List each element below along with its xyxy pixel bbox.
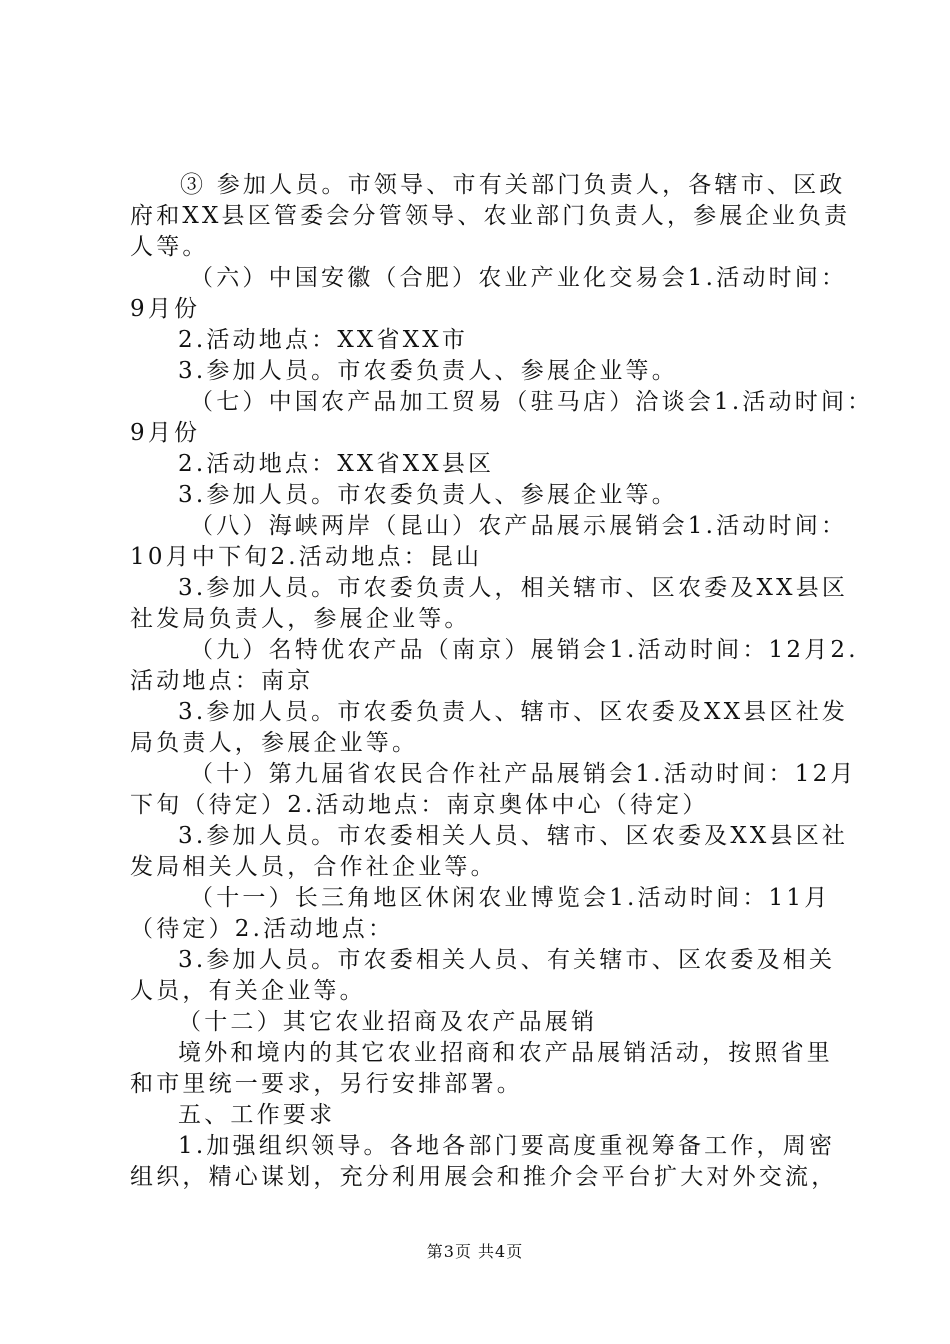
- text-line: 活动地点：南京: [130, 668, 314, 694]
- text-line: 9月份: [130, 296, 201, 322]
- text-line: 9月份: [130, 420, 201, 446]
- text-line: 3.参加人员。市农委相关人员、有关辖市、区农委及相关: [178, 947, 836, 973]
- text-line: 府和XX县区管委会分管领导、农业部门负责人，参展企业负责: [130, 203, 851, 229]
- text-line: 3.参加人员。市农委负责人，相关辖市、区农委及XX县区: [178, 575, 849, 601]
- text-line: ③ 参加人员。市领导、市有关部门负责人，各辖市、区政: [180, 172, 846, 198]
- text-line: 境外和境内的其它农业招商和农产品展销活动，按照省里: [178, 1040, 833, 1066]
- document-body: [130, 170, 874, 1193]
- text-line: 3.参加人员。市农委负责人、参展企业等。: [178, 358, 678, 384]
- text-line: （待定）2.活动地点：: [130, 916, 395, 942]
- text-line: 人员，有关企业等。: [130, 978, 366, 1004]
- text-line: （十二）其它农业招商及农产品展销: [178, 1009, 598, 1035]
- text-line: 3.参加人员。市农委相关人员、辖市、区农委及XX县区社: [178, 823, 849, 849]
- text-line: 五、工作要求: [178, 1102, 336, 1128]
- text-line: （十一）长三角地区休闲农业博览会1.活动时间：11月: [190, 885, 831, 911]
- text-line: （九）名特优农产品（南京）展销会1.活动时间：12月2.: [190, 637, 859, 663]
- text-line: 2.活动地点：XX省XX县区: [178, 451, 495, 477]
- text-line: 10月中下旬2.活动地点：昆山: [130, 544, 483, 570]
- text-line: （七）中国农产品加工贸易（驻马店）洽谈会1.活动时间：: [190, 389, 874, 415]
- text-line: 社发局负责人，参展企业等。: [130, 606, 471, 632]
- text-line: （六）中国安徽（合肥）农业产业化交易会1.活动时间：: [190, 265, 848, 291]
- text-line: 组织，精心谋划，充分利用展会和推介会平台扩大对外交流，: [130, 1164, 838, 1190]
- text-line: （八）海峡两岸（昆山）农产品展示展销会1.活动时间：: [190, 513, 848, 539]
- text-line: 下旬（待定）2.活动地点：南京奥体中心（待定）: [130, 792, 709, 818]
- text-line: 2.活动地点：XX省XX市: [178, 327, 469, 353]
- text-line: 人等。: [130, 234, 209, 260]
- text-line: 3.参加人员。市农委负责人、参展企业等。: [178, 482, 678, 508]
- text-line: 3.参加人员。市农委负责人、辖市、区农委及XX县区社发: [178, 699, 849, 725]
- text-line: 发局相关人员，合作社企业等。: [130, 854, 497, 880]
- text-line: 和市里统一要求，另行安排部署。: [130, 1071, 523, 1097]
- text-line: 1.加强组织领导。各地各部门要高度重视筹备工作，周密: [178, 1133, 836, 1159]
- page-number-footer: 第3页 共4页: [426, 1242, 524, 1261]
- text-line: 局负责人，参展企业等。: [130, 730, 419, 756]
- text-line: （十）第九届省农民合作社产品展销会1.活动时间：12月: [190, 761, 857, 787]
